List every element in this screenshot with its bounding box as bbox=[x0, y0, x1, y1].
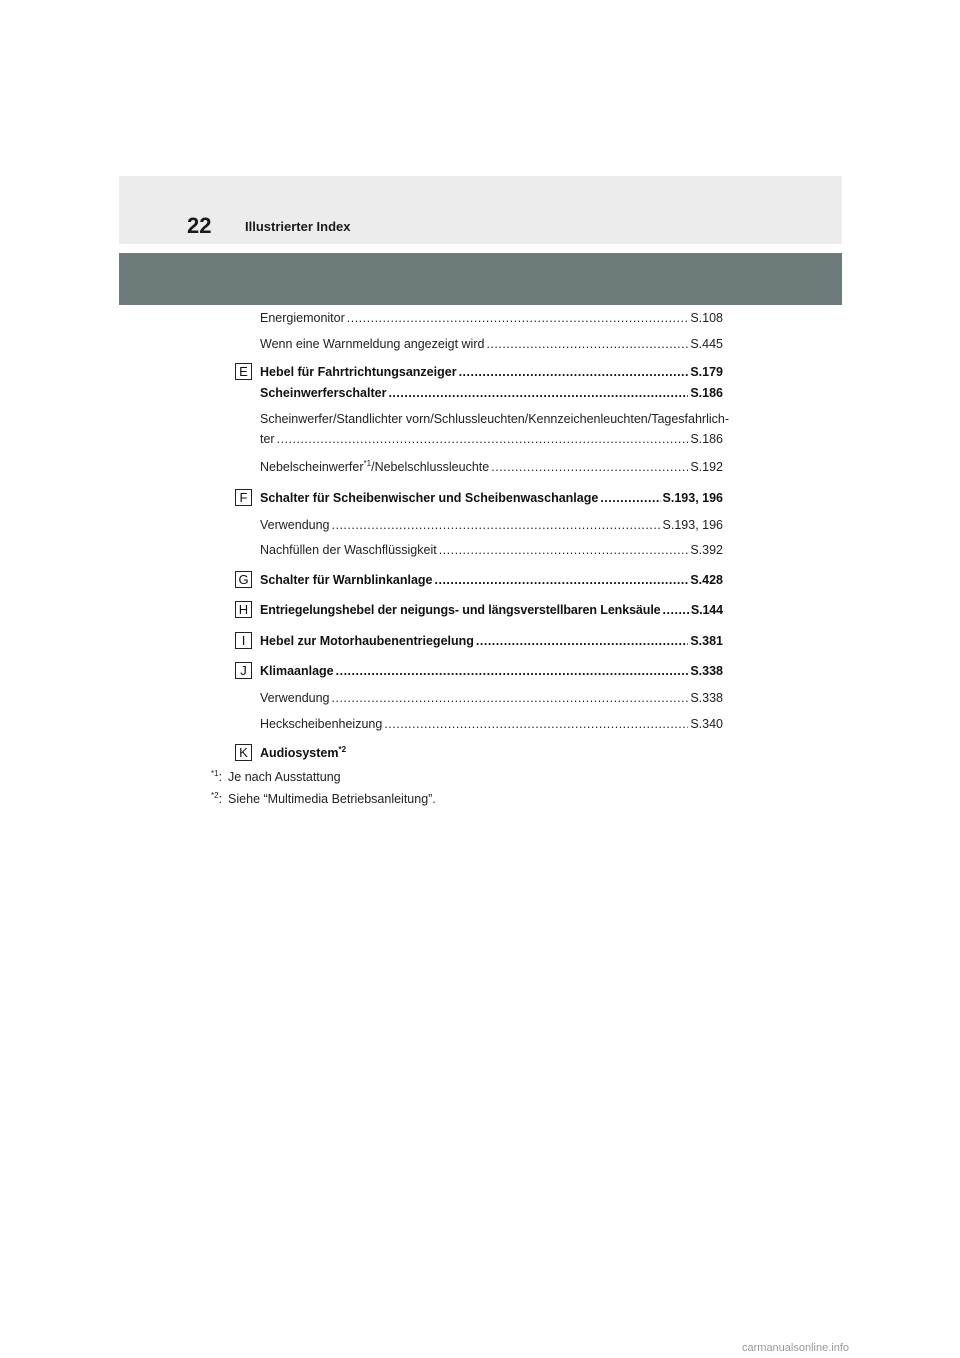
section-letter-f: F bbox=[235, 489, 252, 506]
leader-dots bbox=[332, 517, 661, 533]
page-ref: S.428 bbox=[690, 573, 723, 587]
index-entry-line2 bbox=[260, 431, 723, 447]
leader-dots bbox=[600, 490, 660, 506]
page-ref: S.340 bbox=[690, 717, 723, 731]
leader-dots bbox=[347, 310, 689, 326]
leader-dots bbox=[384, 716, 688, 732]
leader-dots bbox=[336, 663, 689, 679]
index-entry bbox=[260, 385, 723, 401]
leader-dots bbox=[277, 431, 689, 447]
index-entry bbox=[260, 517, 723, 533]
page-ref: S.392 bbox=[690, 543, 723, 557]
section-letter-h: H bbox=[235, 601, 252, 618]
header-band bbox=[119, 176, 842, 244]
leader-dots bbox=[388, 385, 688, 401]
index-entry bbox=[260, 633, 723, 649]
page-ref: S.192 bbox=[690, 460, 723, 474]
leader-dots bbox=[332, 690, 689, 706]
entry-label: Verwendung bbox=[260, 691, 330, 705]
leader-dots bbox=[459, 364, 689, 380]
page-ref: S.179 bbox=[690, 365, 723, 379]
index-entry bbox=[260, 690, 723, 706]
index-entry bbox=[260, 459, 723, 475]
index-entry bbox=[260, 663, 723, 679]
index-entry bbox=[260, 716, 723, 732]
page-ref: S.338 bbox=[690, 691, 723, 705]
page-ref: S.186 bbox=[690, 432, 723, 446]
entry-label: Wenn eine Warnmeldung angezeigt wird bbox=[260, 337, 485, 351]
footnote-text: Siehe “Multimedia Betriebsanleitung”. bbox=[228, 792, 436, 806]
page-ref: S.445 bbox=[690, 337, 723, 351]
index-entry bbox=[260, 572, 723, 588]
footnote: $^{*2}$: Siehe “Multimedia Betriebsanleitung”. bbox=[211, 790, 436, 806]
watermark: carmanualsonline.info bbox=[742, 1342, 850, 1354]
entry-label: Nebelscheinwerfer$^{*1}$/Nebelschlussleuchte bbox=[260, 458, 490, 474]
section-letter-k: K bbox=[235, 744, 252, 761]
leader-dots bbox=[476, 633, 688, 649]
entry-label: Klimaanlage bbox=[260, 664, 334, 678]
index-entry bbox=[260, 745, 723, 761]
page-ref: S.338 bbox=[690, 664, 723, 678]
entry-label: Heckscheibenheizung bbox=[260, 717, 383, 731]
entry-label: Scheinwerferschalter bbox=[260, 386, 387, 400]
page-ref: S.108 bbox=[690, 311, 723, 325]
entry-label: Audiosystem$^{*2}$ bbox=[260, 744, 347, 760]
footnote-mark: *1 bbox=[211, 768, 219, 778]
index-entry bbox=[260, 490, 723, 506]
footnote: $^{*1}$: Je nach Ausstattung bbox=[211, 768, 341, 784]
entry-label: Hebel für Fahrtrichtungsanzeiger bbox=[260, 365, 457, 379]
section-letter-j: J bbox=[235, 662, 252, 679]
leader-dots bbox=[491, 459, 688, 475]
section-letter-g: G bbox=[235, 571, 252, 588]
section-letter-e: E bbox=[235, 363, 252, 380]
page-ref: S.193, 196 bbox=[662, 491, 723, 505]
entry-label: ter bbox=[260, 432, 275, 446]
page-number: 22 bbox=[187, 213, 212, 238]
illustration-placeholder-bar bbox=[119, 253, 842, 305]
entry-label: Schalter für Scheibenwischer und Scheibenwaschanlage bbox=[260, 491, 599, 505]
footnote-text: Je nach Ausstattung bbox=[228, 770, 341, 784]
index-entry bbox=[260, 602, 723, 618]
page-ref: S.381 bbox=[690, 634, 723, 648]
entry-label: Entriegelungshebel der neigungs- und längsverstellbaren Lenksäule bbox=[260, 603, 661, 617]
entry-label: Verwendung bbox=[260, 518, 330, 532]
index-entry bbox=[260, 336, 723, 352]
index-entry bbox=[260, 542, 723, 558]
leader-dots bbox=[663, 602, 689, 618]
index-entry bbox=[260, 310, 723, 326]
entry-label: Energiemonitor bbox=[260, 311, 345, 325]
section-title: Illustrierter Index bbox=[245, 219, 351, 234]
leader-dots bbox=[486, 336, 688, 352]
entry-label: Hebel zur Motorhaubenentriegelung bbox=[260, 634, 474, 648]
section-letter-i: I bbox=[235, 632, 252, 649]
index-entry-line1 bbox=[260, 411, 750, 427]
page-ref: S.144 bbox=[690, 603, 723, 617]
footnote-mark: *2 bbox=[211, 790, 219, 800]
entry-label: Scheinwerfer/Standlichter vorn/Schlussleuchten/Kennzeichenleuchten/Tagesfahrlich- bbox=[260, 412, 730, 426]
page-ref: S.193, 196 bbox=[662, 518, 723, 532]
entry-label: Schalter für Warnblinkanlage bbox=[260, 573, 433, 587]
entry-label: Nachfüllen der Waschflüssigkeit bbox=[260, 543, 437, 557]
leader-dots bbox=[439, 542, 689, 558]
leader-dots bbox=[435, 572, 689, 588]
footnote-marker: *1 bbox=[363, 458, 372, 468]
footnote-marker: *2 bbox=[338, 744, 347, 754]
index-entry bbox=[260, 364, 723, 380]
page-ref: S.186 bbox=[690, 386, 723, 400]
